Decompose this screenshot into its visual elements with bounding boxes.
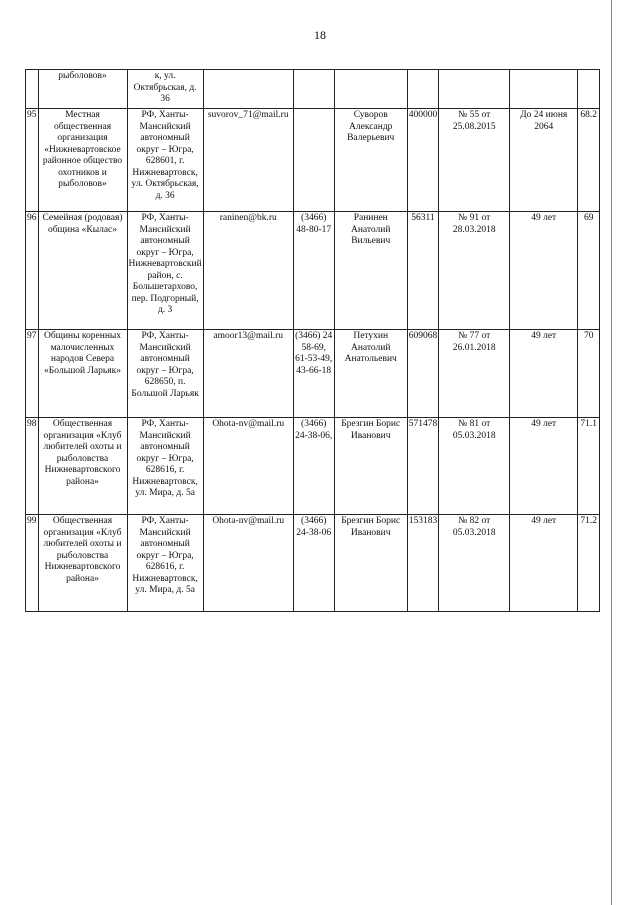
cell-phone [293,109,334,212]
page-number: 18 [314,28,326,42]
cell-decision: № 81 от 05.03.2018 [439,418,510,515]
cell-email[interactable]: Ohota-nv@mail.ru [203,418,293,515]
cell-person [334,70,407,109]
table-row-continued [26,70,600,109]
cell-address: РФ, Ханты-Мансийский автономный округ – Югра, Нижневартовский район, с. Большетархово, пер. Подгорный, д. 3 [127,212,203,330]
cell-decision: № 82 от 05.03.2018 [439,515,510,612]
cell-number: 98 [26,418,39,515]
cell-index: 400000 [407,109,439,212]
cell-person: Ранинен Анатолий Вильевич [334,212,407,330]
cell-index [407,70,439,109]
cell-email[interactable]: amoor13@mail.ru [203,330,293,418]
cell-decision: № 77 от 26.01.2018 [439,330,510,418]
cell-number: 99 [26,515,39,612]
cell-code: 70 [578,330,600,418]
cell-organization: Местная общественная организация «Нижневартовское районное общество охотников и рыболовов» [38,109,127,212]
cell-phone: (3466) 24 58-69, 61-53-49, 43-66-18 [293,330,334,418]
registry-body [26,70,600,612]
cell-decision: № 55 от 25.08.2015 [439,109,510,212]
cell-code [578,70,600,109]
table-row [26,109,600,212]
cell-address: РФ, Ханты-Мансийский автономный округ – Югра, 628616, г. Нижневартовск, ул. Мира, д. 5а [127,515,203,612]
registry-table [25,69,600,612]
cell-term: 49 лет [510,212,578,330]
cell-code: 69 [578,212,600,330]
cell-decision [439,70,510,109]
cell-address: к, ул. Октябрьская, д. 36 [127,70,203,109]
scan-edge-line [611,0,612,905]
cell-address: РФ, Ханты-Мансийский автономный округ – Югра, 628616, г. Нижневартовск, ул. Мира, д. 5а [127,418,203,515]
cell-email[interactable]: Ohota-nv@mail.ru [203,515,293,612]
cell-person: Брезгин Борис Иванович [334,418,407,515]
table-row [26,212,600,330]
cell-phone [293,70,334,109]
cell-number: 95 [26,109,39,212]
cell-email[interactable]: suvorov_71@mail.ru [203,109,293,212]
cell-index: 609068 [407,330,439,418]
cell-term: 49 лет [510,418,578,515]
cell-index: 153183 [407,515,439,612]
cell-phone: (3466) 24-38-06 [293,515,334,612]
cell-decision: № 91 от 28.03.2018 [439,212,510,330]
table-row [26,515,600,612]
cell-number: 96 [26,212,39,330]
cell-term: 49 лет [510,330,578,418]
cell-code: 68.2 [578,109,600,212]
cell-address: РФ, Ханты-Мансийский автономный округ – Югра, 628650, п. Большой Ларьяк [127,330,203,418]
cell-person: Суворов Александр Валерьевич [334,109,407,212]
table-row [26,330,600,418]
cell-organization: рыболовов» [38,70,127,109]
cell-term: 49 лет [510,515,578,612]
cell-organization: Общественная организация «Клуб любителей охоты и рыболовства Нижневартовского района» [38,515,127,612]
cell-code: 71.2 [578,515,600,612]
cell-number: 97 [26,330,39,418]
cell-email[interactable]: raninen@bk.ru [203,212,293,330]
cell-number [26,70,39,109]
cell-term: До 24 июня 2064 [510,109,578,212]
cell-code: 71.1 [578,418,600,515]
cell-phone: (3466) 24-38-06, [293,418,334,515]
cell-index: 571478 [407,418,439,515]
cell-email [203,70,293,109]
cell-person: Петухин Анатолий Анатольевич [334,330,407,418]
cell-organization: Общины коренных малочисленных народов Севера «Большой Ларьяк» [38,330,127,418]
table-row [26,418,600,515]
cell-organization: Общественная организация «Клуб любителей охоты и рыболовства Нижневартовского района» [38,418,127,515]
cell-phone: (3466) 48-80-17 [293,212,334,330]
cell-term [510,70,578,109]
cell-address: РФ, Ханты-Мансийский автономный округ – Югра, 628601, г. Нижневартовск, ул. Октябрьская, д. 36 [127,109,203,212]
cell-person: Брезгин Борис Иванович [334,515,407,612]
cell-organization: Семейная (родовая) община «Кылас» [38,212,127,330]
cell-index: 56311 [407,212,439,330]
